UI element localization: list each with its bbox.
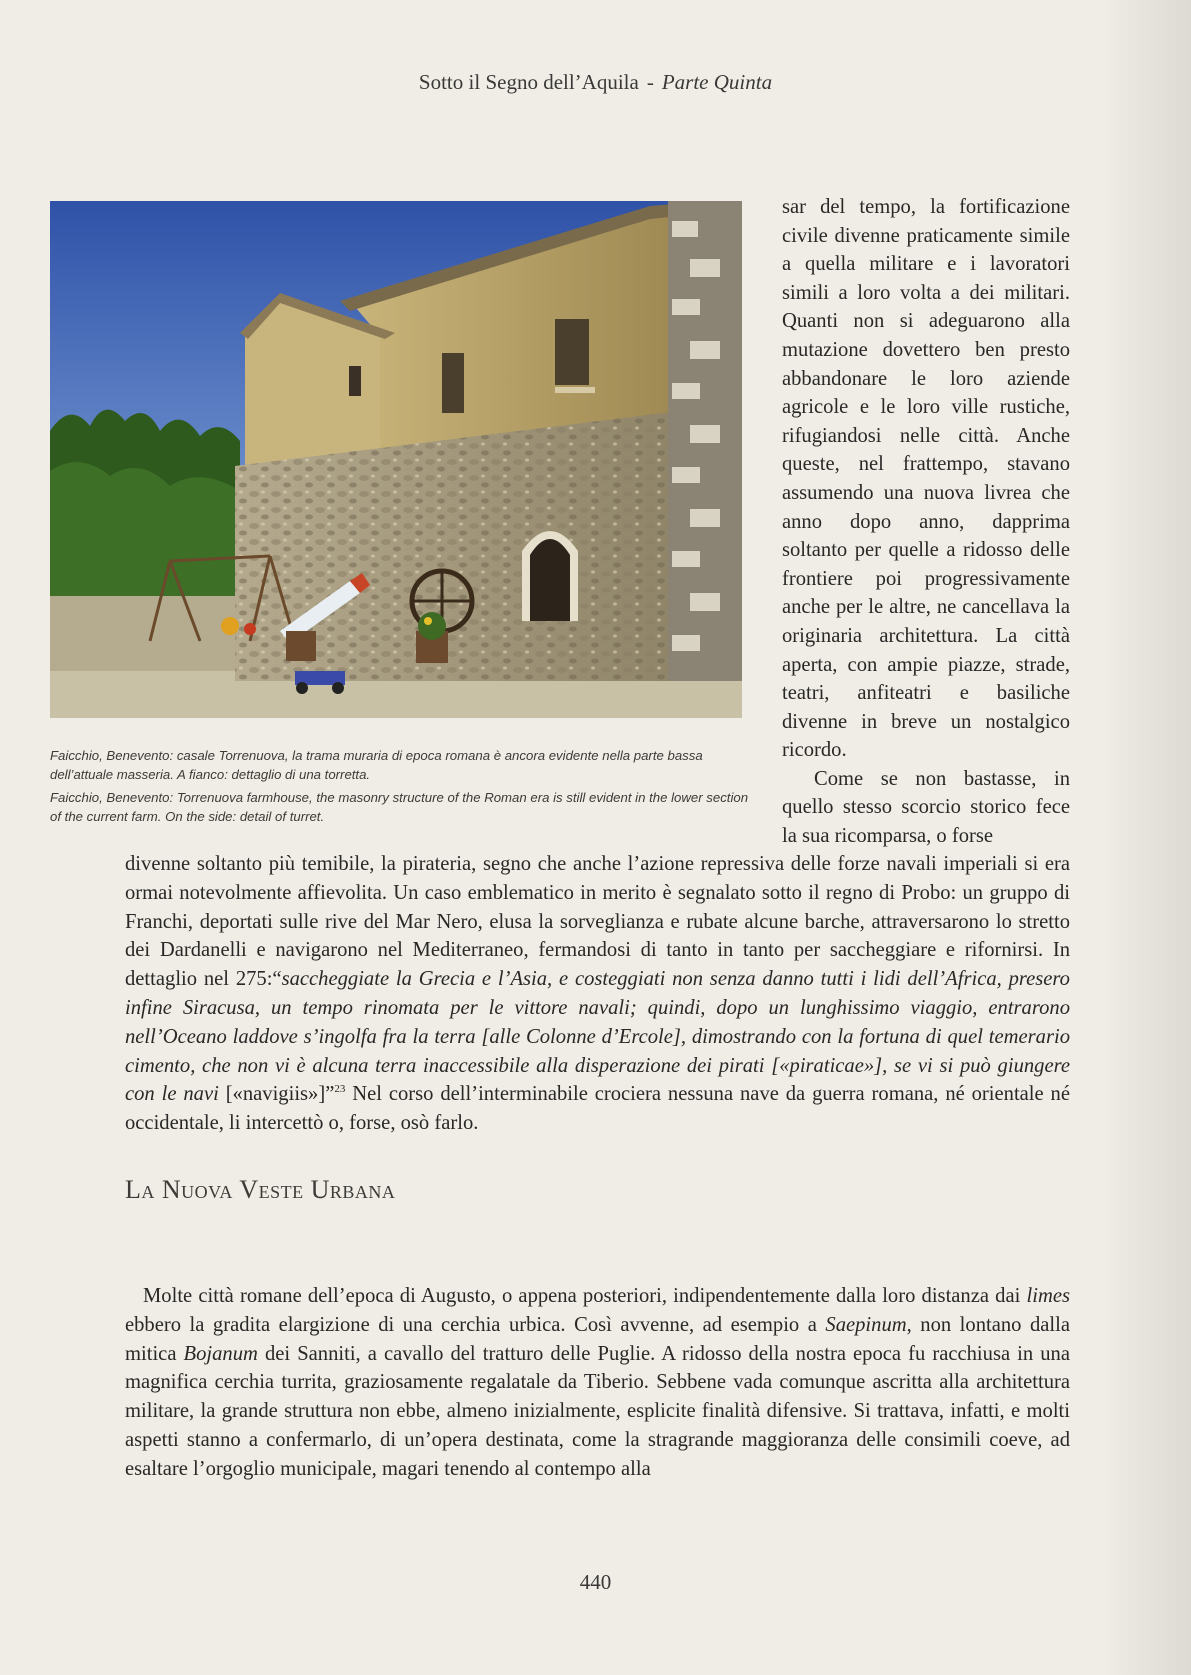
body-text-b: [«navigiis»]” [218, 1083, 335, 1106]
part-title: Parte Quinta [661, 70, 773, 94]
body-text-a: divenne soltanto più temibile, la pirateria, segno che anche l’azione repressiva delle forze navali imperiali si era ormai notevolmente affievolita. Un caso emblematico in merito è segnalato sotto il regno di Probo: un gruppo di Franchi, deportati sulle rive del Mar Nero, elusa la sorveglianza e rubate alcune barche, attraversarono lo stretto dei Dardanelli e navigarono nel Mediterraneo, fermandosi di tanto in tanto per saccheggiare e rifornirsi. In dettaglio nel 275:“ [125, 853, 1070, 991]
para-italic-limes: limes [1026, 1285, 1070, 1307]
body-text-c: Nel corso dell’interminabile crociera nessuna nave da guerra romana, né orientale né occidentale, li intercettò o, forse, osò farlo. [125, 1083, 1070, 1135]
body-quote: saccheggiate la Grecia e l’Asia, e costeggiati non senza danno tutti i lidi dell’Africa, presero infine Siracusa, un tempo rinomata per le vittore navali; quindi, dopo un lunghissimo viaggio, entrarono nell’Oceano laddove s’ingolfa fra la terra [alle Colonne d’Ercole], dimostrando con la fortuna di quel temerario cimento, che non vi è alcuna terra inaccessibile alla disperazione dei pirati [«piraticae»], se vi si può giungere con le navi [125, 968, 1070, 1106]
farmhouse-photo [50, 201, 742, 718]
para-text-3: , non lontano dalla mitica [125, 1313, 1070, 1365]
side-paragraph-1: sar del tempo, la fortificazione civile divenne praticamente simile a quella militare e i lavoratori simili a loro volta a dei militari. Quanti non si adeguarono alla mutazione dovettero ben presto abbandonare le loro aziende agricole e le loro ville rustiche, rifugiandosi nelle città. Anche queste, nel frattempo, stavano assumendo una nuova livrea che anno dopo anno, dapprima soltanto per quelle a ridosso delle frontiere poi progressivamente anche per le altre, ne cancellava la originaria architettura. La città aperta, con ampie piazze, strade, teatri, anfiteatri e basiliche divenne in breve un nostalgico ricordo. [782, 196, 1070, 762]
running-header [0, 70, 1191, 95]
caption-english: Faicchio, Benevento: Torrenuova farmhouse, the masonry structure of the Roman era is still evident in the lower section of the current farm. On the side: detail of turret. [50, 790, 749, 824]
page-gutter-shadow [1101, 0, 1191, 1675]
figure-caption [50, 746, 750, 830]
para-italic-saepinum: Saepinum [825, 1313, 907, 1336]
footnote-marker: 23 [334, 1083, 346, 1096]
book-title: Sotto il Segno dell’Aquila [418, 70, 639, 94]
header-separator: - [646, 70, 654, 94]
section-heading: La Nuova Veste Urbana [125, 1175, 396, 1204]
side-paragraph-2: Come se non bastasse, in quello stesso scorcio storico fece la sua ricomparsa, o forse [782, 767, 1070, 848]
side-column-text [782, 193, 1070, 851]
section-paragraph [125, 1282, 1070, 1484]
page-number: 440 [579, 1570, 612, 1594]
para-text-2: ebbero la gradita elargizione di una cerchia urbica. Così avvenne, ad esempio a [125, 1313, 826, 1336]
para-text-1: Molte città romane dell’epoca di Augusto, o appena posteriori, indipendentemente dalla loro distanza dai [143, 1285, 1027, 1307]
caption-italian: Faicchio, Benevento: casale Torrenuova, la trama muraria di epoca romana è ancora evidente nella parte bassa dell’attuale masseria. A fianco: dettaglio di una torretta. [50, 748, 703, 782]
farmhouse-illustration [50, 201, 742, 718]
para-text-4: dei Sanniti, a cavallo del tratturo delle Puglie. A ridosso della nostra epoca fu racchiusa in una magnifica cerchia turrita, graziosamente regalatale da Tiberio. Sebbene vada comunque ascritta alla architettura militare, la grande struttura non ebbe, almeno inizialmente, esplicite finalità difensive. Si trattava, infatti, e molti aspetti stanno a confermarlo, di un’opera destinata, come la stragrande maggioranza delle consimili coeve, ad esaltare l’orgoglio municipale, magari tenendo al contempo alla [125, 1342, 1070, 1480]
para-italic-bojanum: Bojanum [183, 1342, 258, 1365]
body-paragraph [125, 850, 1070, 1138]
